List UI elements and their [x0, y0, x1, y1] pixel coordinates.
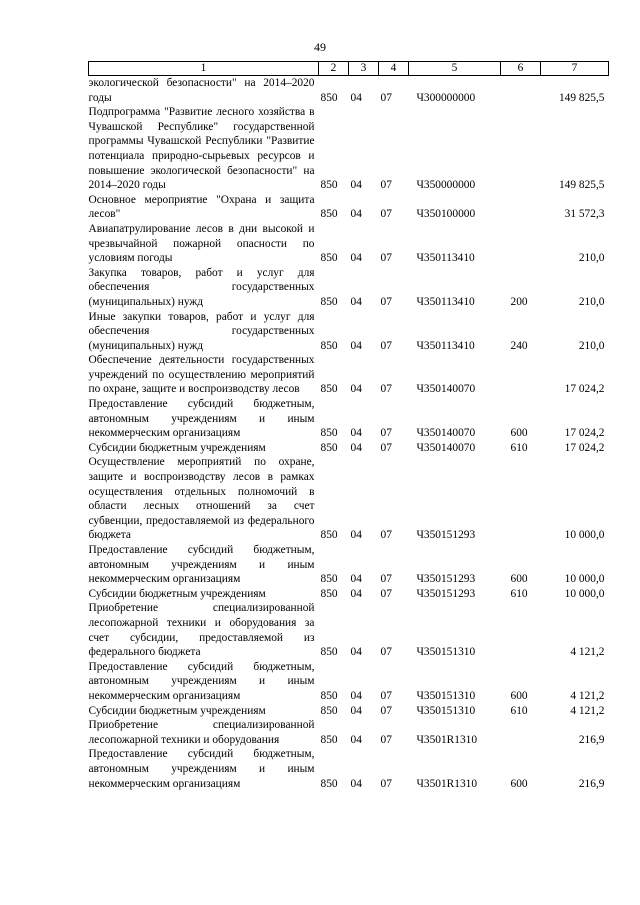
- row-name: Приобретение специализированной лесопожарной техники и оборудования: [88, 719, 315, 746]
- table-row: [89, 587, 609, 602]
- table-row: [89, 193, 609, 222]
- header-col-1: 1: [89, 62, 319, 76]
- row-ministry-code: 850: [320, 573, 338, 586]
- row-target-article: Ч350151310: [416, 704, 476, 717]
- row-ministry-code: 850: [320, 777, 338, 790]
- row-amount: 149 825,5: [558, 91, 605, 104]
- row-name: Субсидии бюджетным учреждениям: [88, 441, 266, 454]
- row-ministry-code: 850: [320, 383, 338, 396]
- row-name: Субсидии бюджетным учреждениям: [88, 587, 266, 600]
- row-subsection-code: 07: [380, 704, 392, 717]
- row-section-code: 04: [350, 529, 362, 542]
- row-section-code: 04: [350, 777, 362, 790]
- row-expense-type: [501, 76, 541, 106]
- row-name: экологической безопасности" на 2014–2020 годы: [88, 77, 315, 104]
- header-col-6: 6: [501, 62, 541, 76]
- row-name: Предоставление субсидий бюджетным, автономным учреждениям и иным некоммерческим организациям: [88, 748, 315, 790]
- row-target-article: Ч350151310: [416, 689, 476, 702]
- row-section-code: 04: [350, 208, 362, 221]
- row-name: Обеспечение деятельности государственных учреждений по осуществлению мероприятий по охране, защите и воспроизводству лесов: [88, 354, 315, 396]
- row-name: Предоставление субсидий бюджетным, автономным учреждениям и иным некоммерческим организациям: [88, 660, 315, 702]
- row-expense-type: 610: [510, 441, 528, 454]
- row-subsection-code: 07: [380, 383, 392, 396]
- row-target-article: Ч300000000: [416, 91, 476, 104]
- row-ministry-code: 850: [320, 179, 338, 192]
- row-amount: 10 000,0: [564, 573, 605, 586]
- budget-table: [88, 61, 609, 791]
- row-target-article: Ч350000000: [416, 179, 476, 192]
- table-row: [89, 704, 609, 719]
- row-amount: 210,0: [578, 252, 605, 265]
- row-expense-type: 200: [510, 295, 528, 308]
- row-expense-type: [501, 455, 541, 543]
- row-expense-type: 600: [510, 573, 528, 586]
- row-name: Предоставление субсидий бюджетным, автономным учреждениям и иным некоммерческим организациям: [88, 398, 315, 440]
- row-subsection-code: 07: [380, 295, 392, 308]
- row-target-article: Ч350140070: [416, 383, 476, 396]
- row-target-article: Ч350140070: [416, 427, 476, 440]
- row-section-code: 04: [350, 689, 362, 702]
- table-body: [89, 76, 609, 792]
- header-col-3: 3: [349, 62, 379, 76]
- row-section-code: 04: [350, 733, 362, 746]
- row-amount: 210,0: [578, 339, 605, 352]
- row-subsection-code: 07: [380, 733, 392, 746]
- row-name: Субсидии бюджетным учреждениям: [88, 704, 266, 717]
- row-section-code: 04: [350, 383, 362, 396]
- table-row: [89, 310, 609, 354]
- row-name: Иные закупки товаров, работ и услуг для обеспечения государственных (муниципальных) нужд: [88, 310, 315, 352]
- row-ministry-code: 850: [320, 441, 338, 454]
- row-target-article: Ч350151310: [416, 646, 476, 659]
- row-expense-type: 610: [510, 704, 528, 717]
- table-row: [89, 222, 609, 266]
- header-col-4: 4: [379, 62, 409, 76]
- row-section-code: 04: [350, 441, 362, 454]
- row-name: Подпрограмма "Развитие лесного хозяйства в Чувашской Республике" государственной программы Чувашской Республики "Развитие потенциала природно-сырьевых ресурсов и повышение экологической безопасности" на 2014–2020 годы: [88, 106, 315, 192]
- row-ministry-code: 850: [320, 339, 338, 352]
- row-section-code: 04: [350, 91, 362, 104]
- row-amount: 17 024,2: [564, 427, 605, 440]
- row-target-article: Ч350100000: [416, 208, 476, 221]
- row-expense-type: 600: [510, 777, 528, 790]
- row-target-article: Ч350151293: [416, 529, 476, 542]
- table-row: [89, 105, 609, 193]
- row-target-article: Ч3501R1310: [416, 777, 478, 790]
- table-row: [89, 543, 609, 587]
- row-expense-type: [501, 193, 541, 222]
- row-subsection-code: 07: [380, 689, 392, 702]
- row-amount: 10 000,0: [564, 529, 605, 542]
- row-expense-type: [501, 105, 541, 193]
- row-expense-type: 610: [510, 587, 528, 600]
- table-row: [89, 455, 609, 543]
- table-row: [89, 718, 609, 747]
- row-expense-type: 600: [510, 427, 528, 440]
- table-row: [89, 266, 609, 310]
- row-target-article: Ч350151293: [416, 587, 476, 600]
- row-target-article: Ч350113410: [416, 252, 475, 265]
- row-target-article: Ч350140070: [416, 441, 476, 454]
- row-name: Предоставление субсидий бюджетным, автономным учреждениям и иным некоммерческим организациям: [88, 544, 315, 586]
- row-ministry-code: 850: [320, 295, 338, 308]
- row-section-code: 04: [350, 573, 362, 586]
- row-ministry-code: 850: [320, 252, 338, 265]
- row-name: Основное мероприятие "Охрана и защита лесов": [88, 193, 315, 221]
- row-subsection-code: 07: [380, 91, 392, 104]
- row-subsection-code: 07: [380, 441, 392, 454]
- table-row: [89, 353, 609, 397]
- row-expense-type: [501, 601, 541, 659]
- row-ministry-code: 850: [320, 427, 338, 440]
- row-target-article: Ч350113410: [416, 339, 475, 352]
- row-section-code: 04: [350, 646, 362, 659]
- row-section-code: 04: [350, 179, 362, 192]
- row-name: Закупка товаров, работ и услуг для обеспечения государственных (муниципальных) нужд: [88, 266, 315, 308]
- row-subsection-code: 07: [380, 573, 392, 586]
- row-amount: 17 024,2: [564, 441, 605, 454]
- row-expense-type: [501, 718, 541, 747]
- page-number: 49: [314, 40, 326, 54]
- table-row: [89, 76, 609, 106]
- row-amount: 10 000,0: [564, 587, 605, 600]
- table-row: [89, 397, 609, 441]
- row-expense-type: [501, 353, 541, 397]
- row-name: Приобретение специализированной лесопожарной техники и оборудования за счет субсидии, предоставляемой из федерального бюджета: [88, 602, 315, 659]
- row-subsection-code: 07: [380, 777, 392, 790]
- row-target-article: Ч3501R1310: [416, 733, 478, 746]
- row-amount: 216,9: [578, 733, 605, 746]
- row-subsection-code: 07: [380, 646, 392, 659]
- row-amount: 4 121,2: [570, 646, 605, 659]
- row-expense-type: [501, 222, 541, 266]
- row-ministry-code: 850: [320, 689, 338, 702]
- row-target-article: Ч350151293: [416, 573, 476, 586]
- row-section-code: 04: [350, 295, 362, 308]
- row-subsection-code: 07: [380, 252, 392, 265]
- row-section-code: 04: [350, 427, 362, 440]
- row-ministry-code: 850: [320, 646, 338, 659]
- row-subsection-code: 07: [380, 339, 392, 352]
- row-name: Авиапатрулирование лесов в дни высокой и чрезвычайной пожарной опасности по условиям погоды: [88, 222, 315, 265]
- row-subsection-code: 07: [380, 179, 392, 192]
- table-row: [89, 747, 609, 791]
- row-ministry-code: 850: [320, 529, 338, 542]
- table-row: [89, 601, 609, 659]
- row-subsection-code: 07: [380, 427, 392, 440]
- row-ministry-code: 850: [320, 587, 338, 600]
- table-header: [89, 62, 609, 76]
- row-section-code: 04: [350, 704, 362, 717]
- row-section-code: 04: [350, 587, 362, 600]
- row-amount: 4 121,2: [570, 704, 605, 717]
- row-section-code: 04: [350, 252, 362, 265]
- row-subsection-code: 07: [380, 208, 392, 221]
- row-amount: 216,9: [578, 777, 605, 790]
- row-expense-type: 600: [510, 689, 528, 702]
- table-row: [89, 441, 609, 456]
- table-row: [89, 660, 609, 704]
- row-amount: 210,0: [578, 295, 605, 308]
- row-section-code: 04: [350, 339, 362, 352]
- row-ministry-code: 850: [320, 91, 338, 104]
- row-target-article: Ч350113410: [416, 295, 475, 308]
- row-ministry-code: 850: [320, 208, 338, 221]
- row-ministry-code: 850: [320, 704, 338, 717]
- row-name: Осуществление мероприятий по охране, защите и воспроизводству лесов в рамках осуществления отдельных полномочий в области лесных отношений за счет субвенции, предоставляемой из федерального бюджета: [88, 456, 315, 542]
- header-col-5: 5: [409, 62, 501, 76]
- row-subsection-code: 07: [380, 587, 392, 600]
- row-amount: 17 024,2: [564, 383, 605, 396]
- row-amount: 31 572,3: [564, 208, 605, 221]
- row-amount: 4 121,2: [570, 689, 605, 702]
- row-ministry-code: 850: [320, 733, 338, 746]
- header-col-2: 2: [319, 62, 349, 76]
- row-subsection-code: 07: [380, 529, 392, 542]
- row-expense-type: 240: [510, 339, 528, 352]
- header-col-7: 7: [541, 62, 609, 76]
- row-amount: 149 825,5: [558, 179, 605, 192]
